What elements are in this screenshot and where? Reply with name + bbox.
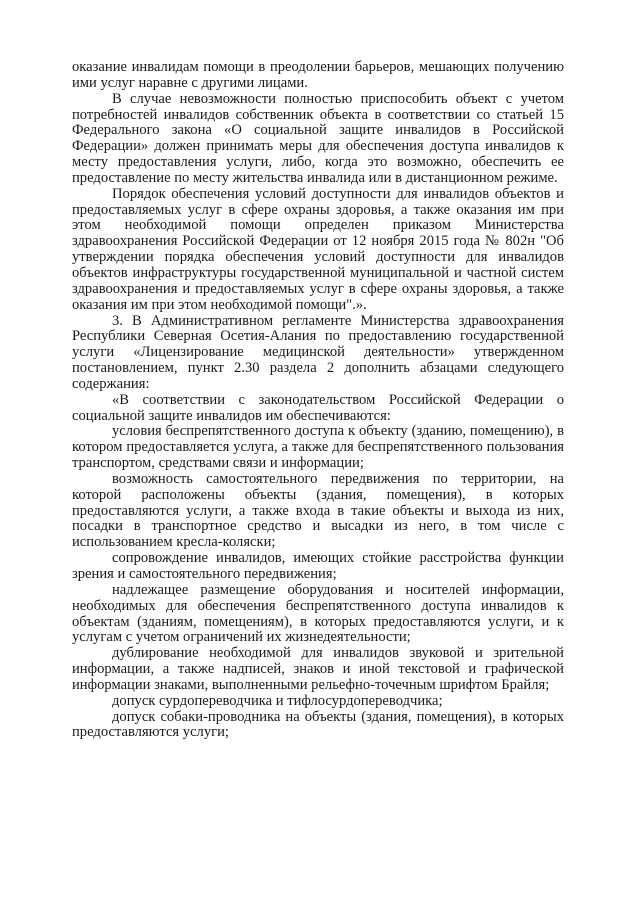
list-item-equipment-placement: надлежащее размещение оборудования и носителей информации, необходимых для обеспечения беспрепятственного доступа инвалидов к объектам (зданиям, помещениям), в которых предоставляются услуги, и к услугам с учетом ограничений их жизнедеятельности;	[72, 581, 564, 646]
paragraph-impossible-adaptation: В случае невозможности полностью приспособить объект с учетом потребностей инвалидов собственник объекта в соответствии со статьей 15 Федерального закона «О социальной защите инвалидов в Российской Федерации» должен принимать меры для обеспечения доступа инвалидов к месту предоставления услуги, либо, когда это возможно, обеспечить ее предоставление по месту жительства инвалида или в дистанционном режиме.	[72, 90, 564, 186]
list-item-escort: сопровождение инвалидов, имеющих стойкие расстройства функции зрения и самостоятельного передвижения;	[72, 550, 564, 582]
list-item-access-conditions: условия беспрепятственного доступа к объекту (зданию, помещению), в котором предоставляется услуга, а также для беспрепятственного пользования транспортом, средствами связи и информации;	[72, 423, 564, 472]
document-body	[72, 60, 564, 741]
list-item-guide-dog: допуск собаки-проводника на объекты (здания, помещения), в которых предоставляются услуги;	[72, 708, 564, 741]
paragraph-regulation-amendment: 3. В Административном регламенте Министерства здравоохранения Республики Северная Осетия-Алания по предоставлению государственной услуги «Лицензирование медицинской деятельности» утвержденном постановлением, пункт 2.30 раздела 2 дополнить абзацами следующего содержания:	[72, 312, 564, 392]
list-item-sign-interpreter: допуск сурдопереводчика и тифлосурдопереводчика;	[112, 692, 443, 709]
paragraph-guarantees-intro: «В соответствии с законодательством Российской Федерации о социальной защите инвалидов им обеспечиваются:	[72, 391, 564, 424]
list-item-independent-movement: возможность самостоятельного передвижения по территории, на которой расположены объекты (здания, помещения), в которых предоставляются услуги, а также входа в такие объекты и выхода из них, посадки в транспортное средство и высадки из него, в том числе с использованием кресла-коляски;	[72, 470, 564, 551]
list-item-information-duplication: дублирование необходимой для инвалидов звуковой и зрительной информации, а также надписей, знаков и иной текстовой и графической информации знаками, выполненными рельефно-точечным шрифтом Брайля;	[72, 645, 564, 693]
paragraph-barrier-assistance: оказание инвалидам помощи в преодолении барьеров, мешающих получению ими услуг наравне с другими лицами.	[72, 59, 564, 91]
paragraph-accessibility-order: Порядок обеспечения условий доступности для инвалидов объектов и предоставляемых услуг в сфере охраны здоровья, а также оказания им при этом необходимой помощи определен приказом Министерства здравоохранения Российской Федерации от 12 ноября 2015 года № 802н "Об утверждении порядка обеспечения условий доступности для инвалидов объектов инфраструктуры государственной муниципальной и частной систем здравоохранения и предоставляемых услуг в сфере охраны здоровья, а также оказания им при этом необходимой помощи".».	[72, 185, 564, 313]
